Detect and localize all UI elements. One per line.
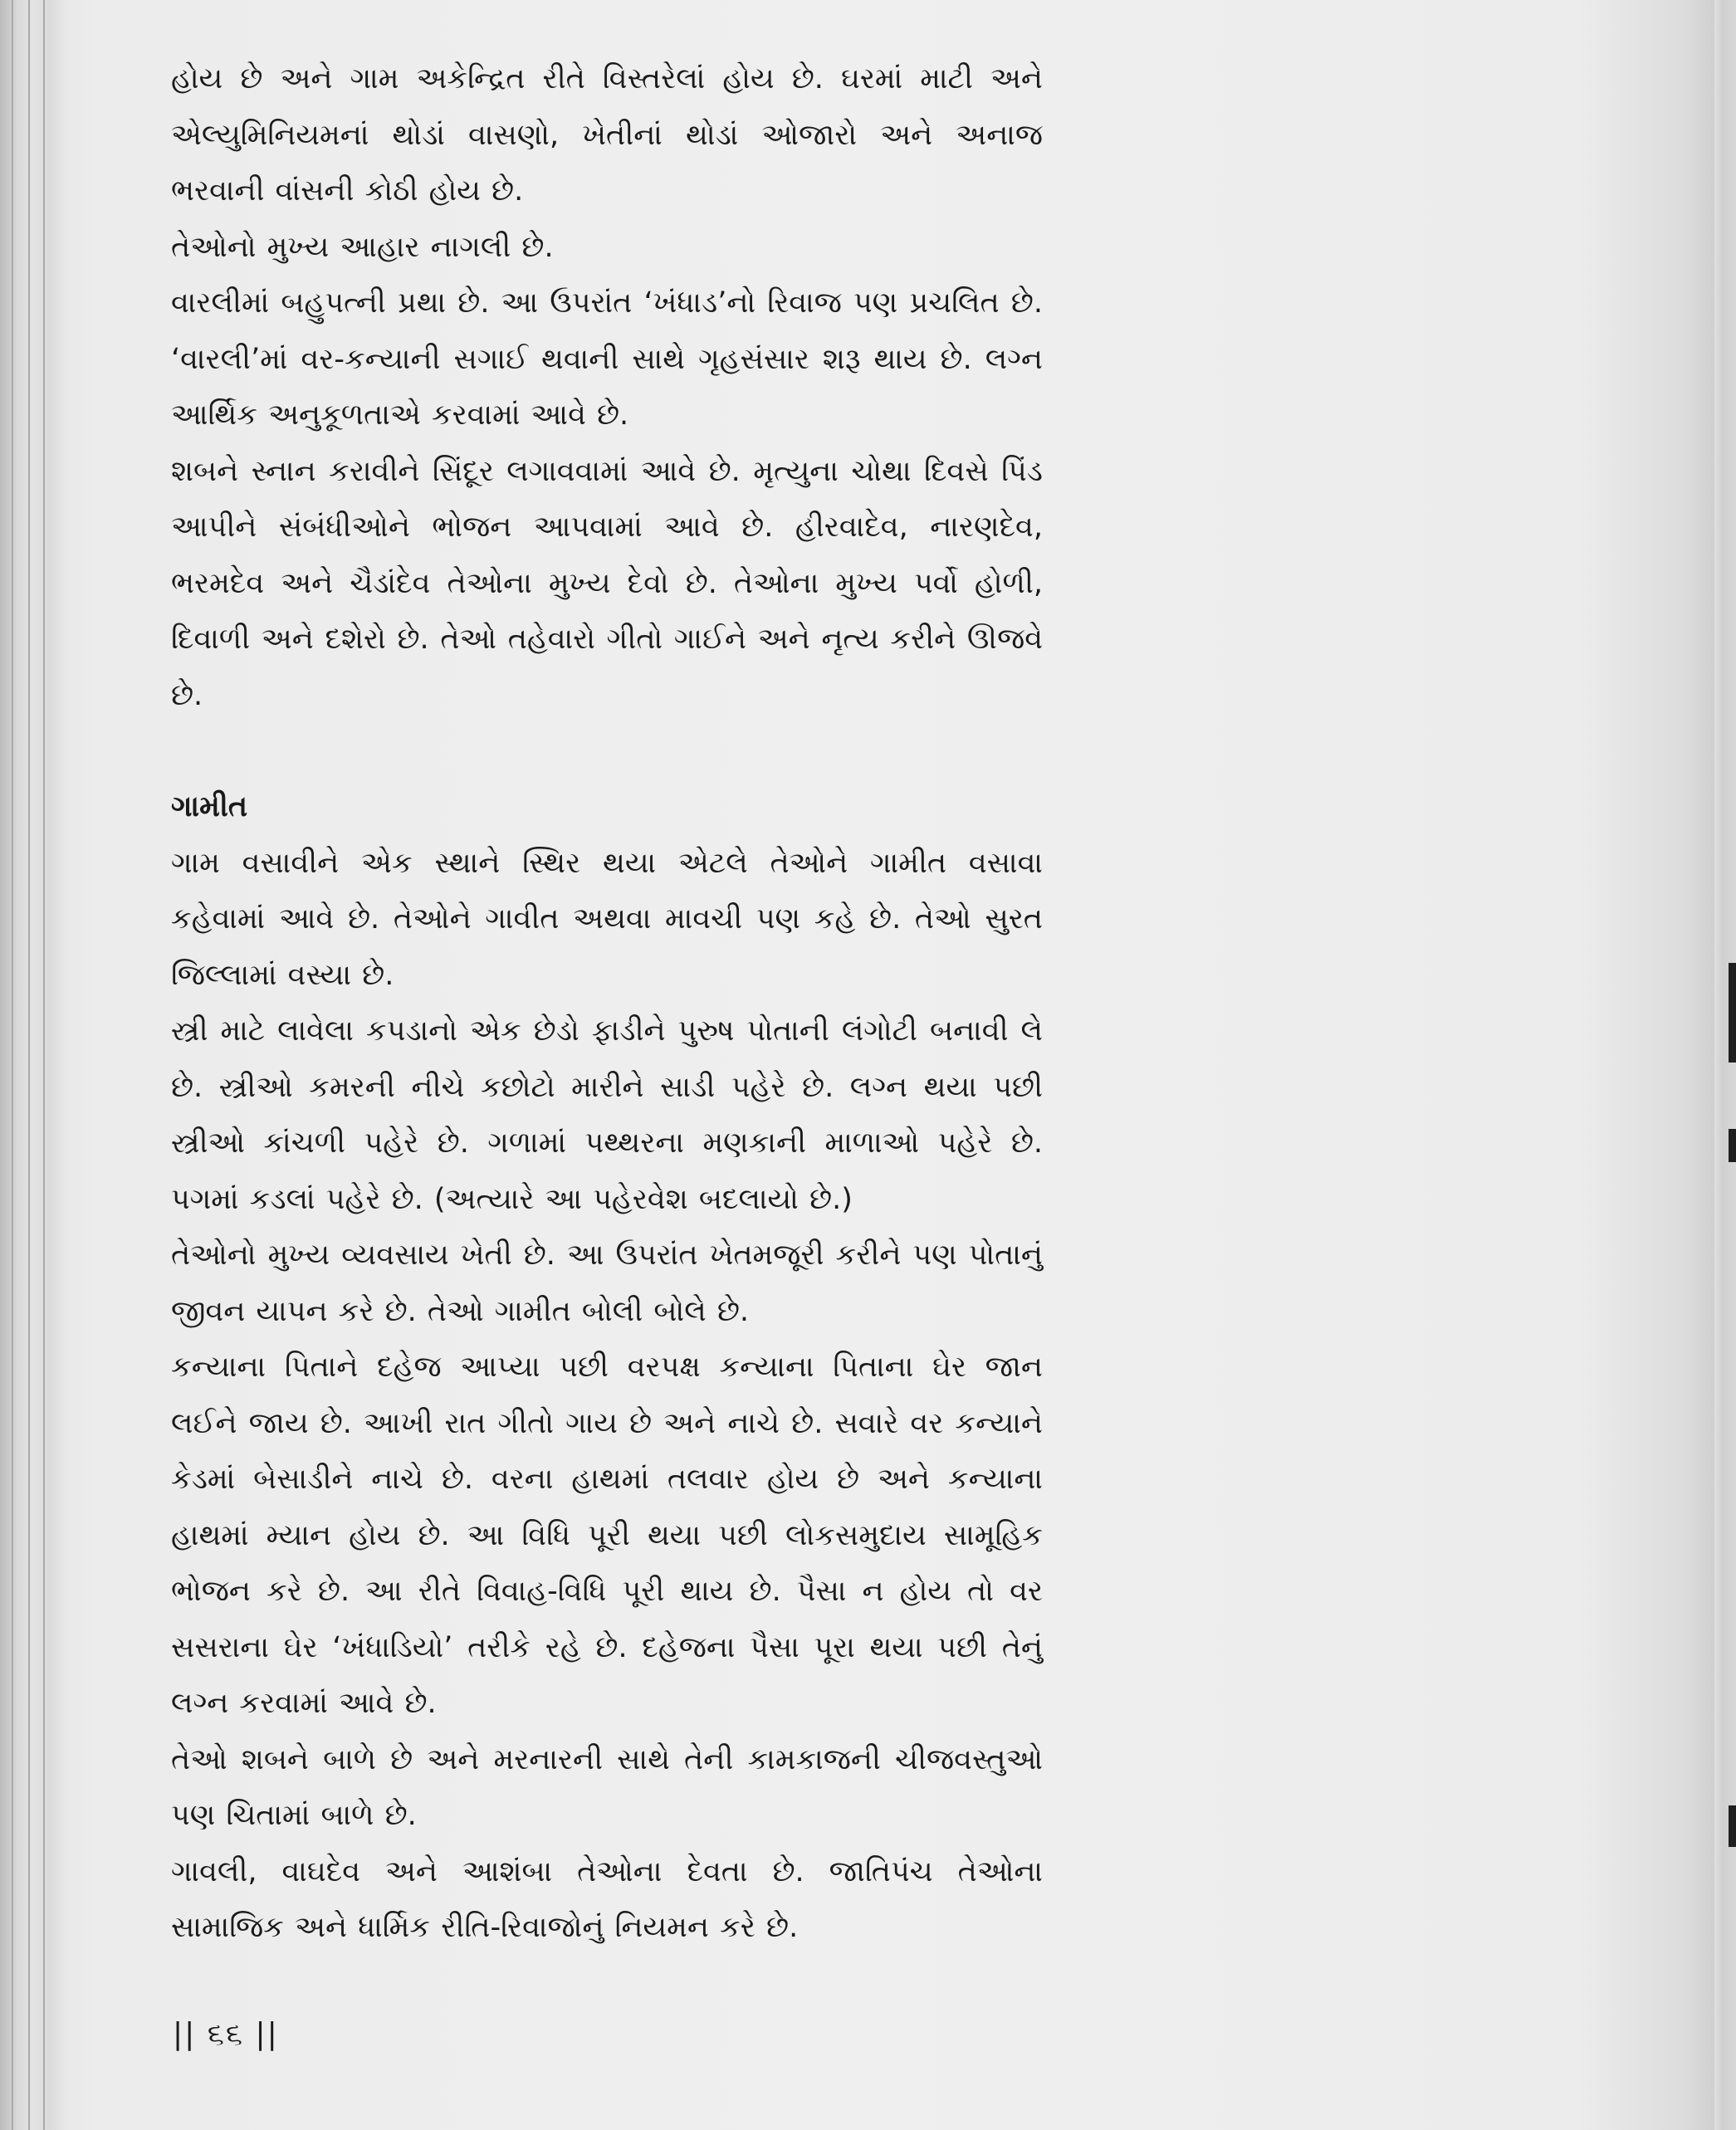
body-text [171, 51, 1043, 1957]
paragraph: ગાવલી, વાઘદેવ અને આશંબા તેઓના દેવતા છે. જાતિપંચ તેઓના સામાજિક અને ધાર્મિક રીતિ-રિવાજોનું નિયમન કરે છે. [171, 1854, 1043, 1944]
edge-mark [1729, 1805, 1736, 1847]
paragraph: તેઓનો મુખ્ય વ્યવસાય ખેતી છે. આ ઉપરાંત ખેતમજૂરી કરીને પણ પોતાનું જીવન યાપન કરે છે. તેઓ ગામીત બોલી બોલે છે. [171, 1238, 1043, 1328]
paragraph: શબને સ્નાન કરાવીને સિંદૂર લગાવવામાં આવે છે. મૃત્યુના ચોથા દિવસે પિંડ આપીને સંબંધીઓને ભોજન આપવામાં આવે છે. હીરવાદેવ, નારણદેવ, ભરમદેવ અને ચૈડાંદેવ તેઓના મુખ્ય દેવો છે. તેઓના મુખ્ય પર્વો હોળી, દિવાળી અને દશેરો છે. તેઓ તહેવારો ગીતો ગાઈને અને નૃત્ય કરીને ઊજવે છે. [171, 454, 1043, 712]
page-edge-line [28, 0, 30, 2130]
right-page-edge [1714, 0, 1736, 2130]
book-spine-edge [0, 0, 65, 2130]
page-number: || ૬૬ || [173, 2017, 279, 2051]
page-edge-line [43, 0, 45, 2130]
edge-mark [1729, 963, 1736, 1063]
paragraph: તેઓ શબને બાળે છે અને મરનારની સાથે તેની કામકાજની ચીજવસ્તુઓ પણ ચિતામાં બાળે છે. [171, 1742, 1043, 1832]
page-edge-line [12, 0, 13, 2130]
section-heading: ગામીત [171, 790, 248, 823]
paragraph: ગામ વસાવીને એક સ્થાને સ્થિર થયા એટલે તેઓને ગામીત વસાવા કહેવામાં આવે છે. તેઓને ગાવીત અથવા માવચી પણ કહે છે. તેઓ સુરત જિલ્લામાં વસ્યા છે. [171, 846, 1043, 992]
paragraph: હોય છે અને ગામ અકેન્દ્રિત રીતે વિસ્તરેલાં હોય છે. ઘરમાં માટી અને એલ્યુમિનિયમનાં થોડાં વાસણો, ખેતીનાં થોડાં ઓજારો અને અનાજ ભરવાની વાંસની કોઠી હોય છે. [171, 62, 1043, 208]
paragraph: સ્ત્રી માટે લાવેલા કપડાનો એક છેડો ફાડીને પુરુષ પોતાની લંગોટી બનાવી લે છે. સ્ત્રીઓ કમરની નીચે કછોટો મારીને સાડી પહેરે છે. લગ્ન થયા પછી સ્ત્રીઓ કાંચળી પહેરે છે. ગળામાં પથ્થરના મણકાની માળાઓ પહેરે છે. પગમાં કડલાં પહેરે છે. (અત્યારે આ પહેરવેશ બદલાયો છે.) [171, 1014, 1043, 1216]
paragraph: તેઓનો મુખ્ય આહાર નાગલી છે. [171, 230, 554, 264]
paragraph: વારલીમાં બહુપત્ની પ્રથા છે. આ ઉપરાંત ‘ખંધાડ’નો રિવાજ પણ પ્રચલિત છે. ‘વારલી’માં વર-કન્યાની સગાઈ થવાની સાથે ગૃહસંસાર શરૂ થાય છે. લગ્ન આર્થિક અનુકૂળતાએ કરવામાં આવે છે. [171, 286, 1043, 432]
paragraph: કન્યાના પિતાને દહેજ આપ્યા પછી વરપક્ષ કન્યાના પિતાના ઘેર જાન લઈને જાય છે. આખી રાત ગીતો ગાય છે અને નાચે છે. સવારે વર કન્યાને કેડમાં બેસાડીને નાચે છે. વરના હાથમાં તલવાર હોય છે અને કન્યાના હાથમાં મ્યાન હોય છે. આ વિધિ પૂરી થયા પછી લોકસમુદાય સામૂહિક ભોજન કરે છે. આ રીતે વિવાહ-વિધિ પૂરી થાય છે. પૈસા ન હોય તો વર સસરાના ઘેર ‘ખંધાડિયો’ તરીકે રહે છે. દહેજના પૈસા પૂરા થયા પછી તેનું લગ્ન કરવામાં આવે છે. [171, 1351, 1043, 1720]
edge-mark [1729, 1129, 1736, 1162]
